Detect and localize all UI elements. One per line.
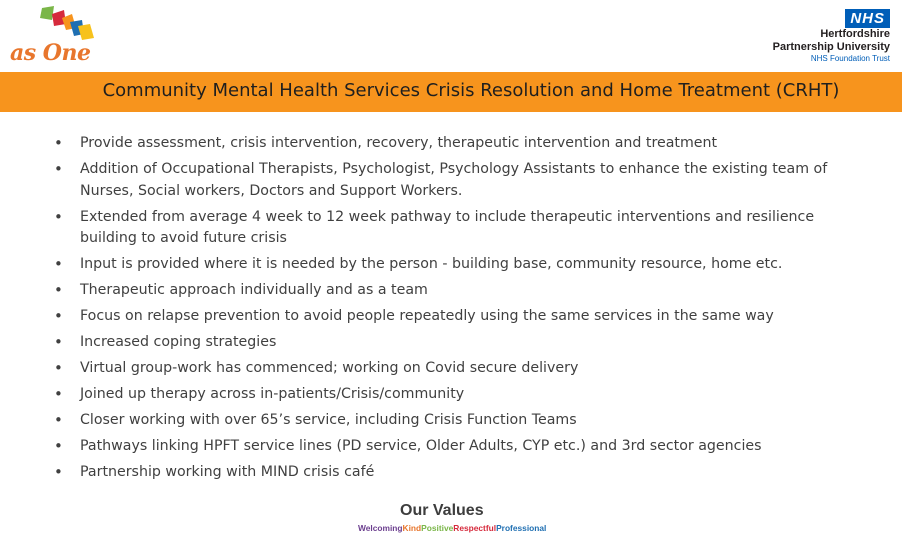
bullet-icon: • (54, 255, 63, 273)
bullet-icon: • (54, 207, 63, 226)
list-item: • Addition of Occupational Therapists, Psychologist, Psychology Assistants to enhance the existing team of Nurses, Social workers, Doctors and Support Workers. (54, 160, 828, 199)
value-word: Professional (496, 523, 547, 533)
list-item: • Closer working with over 65’s service, including Crisis Function Teams (54, 410, 874, 432)
value-word: Positive (421, 523, 454, 533)
bullet-icon: • (54, 359, 63, 377)
value-word: Respectful (453, 523, 497, 533)
list-item: • Provide assessment, crisis intervention, recovery, therapeutic intervention and treatment (54, 133, 874, 155)
bullet-icon: • (54, 134, 63, 152)
bullet-list (54, 133, 874, 488)
list-item: • Focus on relapse prevention to avoid people repeatedly using the same services in the same way (54, 306, 874, 328)
nhs-line-1: Hertfordshire (820, 28, 890, 40)
bullet-icon: • (54, 281, 63, 299)
as-one-kites-icon (8, 4, 108, 44)
our-values-logo (356, 502, 546, 538)
value-word: Welcoming (358, 523, 403, 533)
values-strip (358, 523, 546, 533)
bullet-icon: • (54, 411, 63, 429)
as-one-logo (8, 4, 108, 66)
bullet-icon: • (54, 385, 63, 403)
bullet-icon: • (54, 160, 63, 178)
value-word: Kind (402, 523, 422, 533)
nhs-trust-logo (740, 8, 890, 66)
bullet-icon: • (54, 307, 63, 325)
list-item: • Pathways linking HPFT service lines (PD service, Older Adults, CYP etc.) and 3rd sector agencies (54, 436, 874, 458)
our-values-title: Our Values (400, 502, 484, 519)
list-item: • Joined up therapy across in-patients/Crisis/community (54, 384, 874, 406)
bullet-icon: • (54, 463, 63, 481)
list-item: • Input is provided where it is needed by the person - building base, community resource, home etc. (54, 254, 874, 276)
page-title: Community Mental Health Services Crisis Resolution and Home Treatment (CRHT) (102, 80, 840, 101)
as-one-text: as One (10, 40, 91, 66)
list-item: • Therapeutic approach individually and as a team (54, 280, 874, 302)
bullet-icon: • (54, 437, 63, 455)
list-item: • Partnership working with MIND crisis café (54, 462, 874, 484)
nhs-line-2: Partnership University (772, 41, 890, 53)
list-item: • Virtual group-work has commenced; working on Covid secure delivery (54, 358, 874, 380)
bullet-icon: • (54, 333, 63, 351)
list-item: • Increased coping strategies (54, 332, 874, 354)
list-item: • Extended from average 4 week to 12 week pathway to include therapeutic interventions and resilience building to avoid future crisis (54, 207, 815, 246)
nhs-badge: NHS (845, 9, 890, 28)
nhs-line-3: NHS Foundation Trust (810, 54, 890, 63)
